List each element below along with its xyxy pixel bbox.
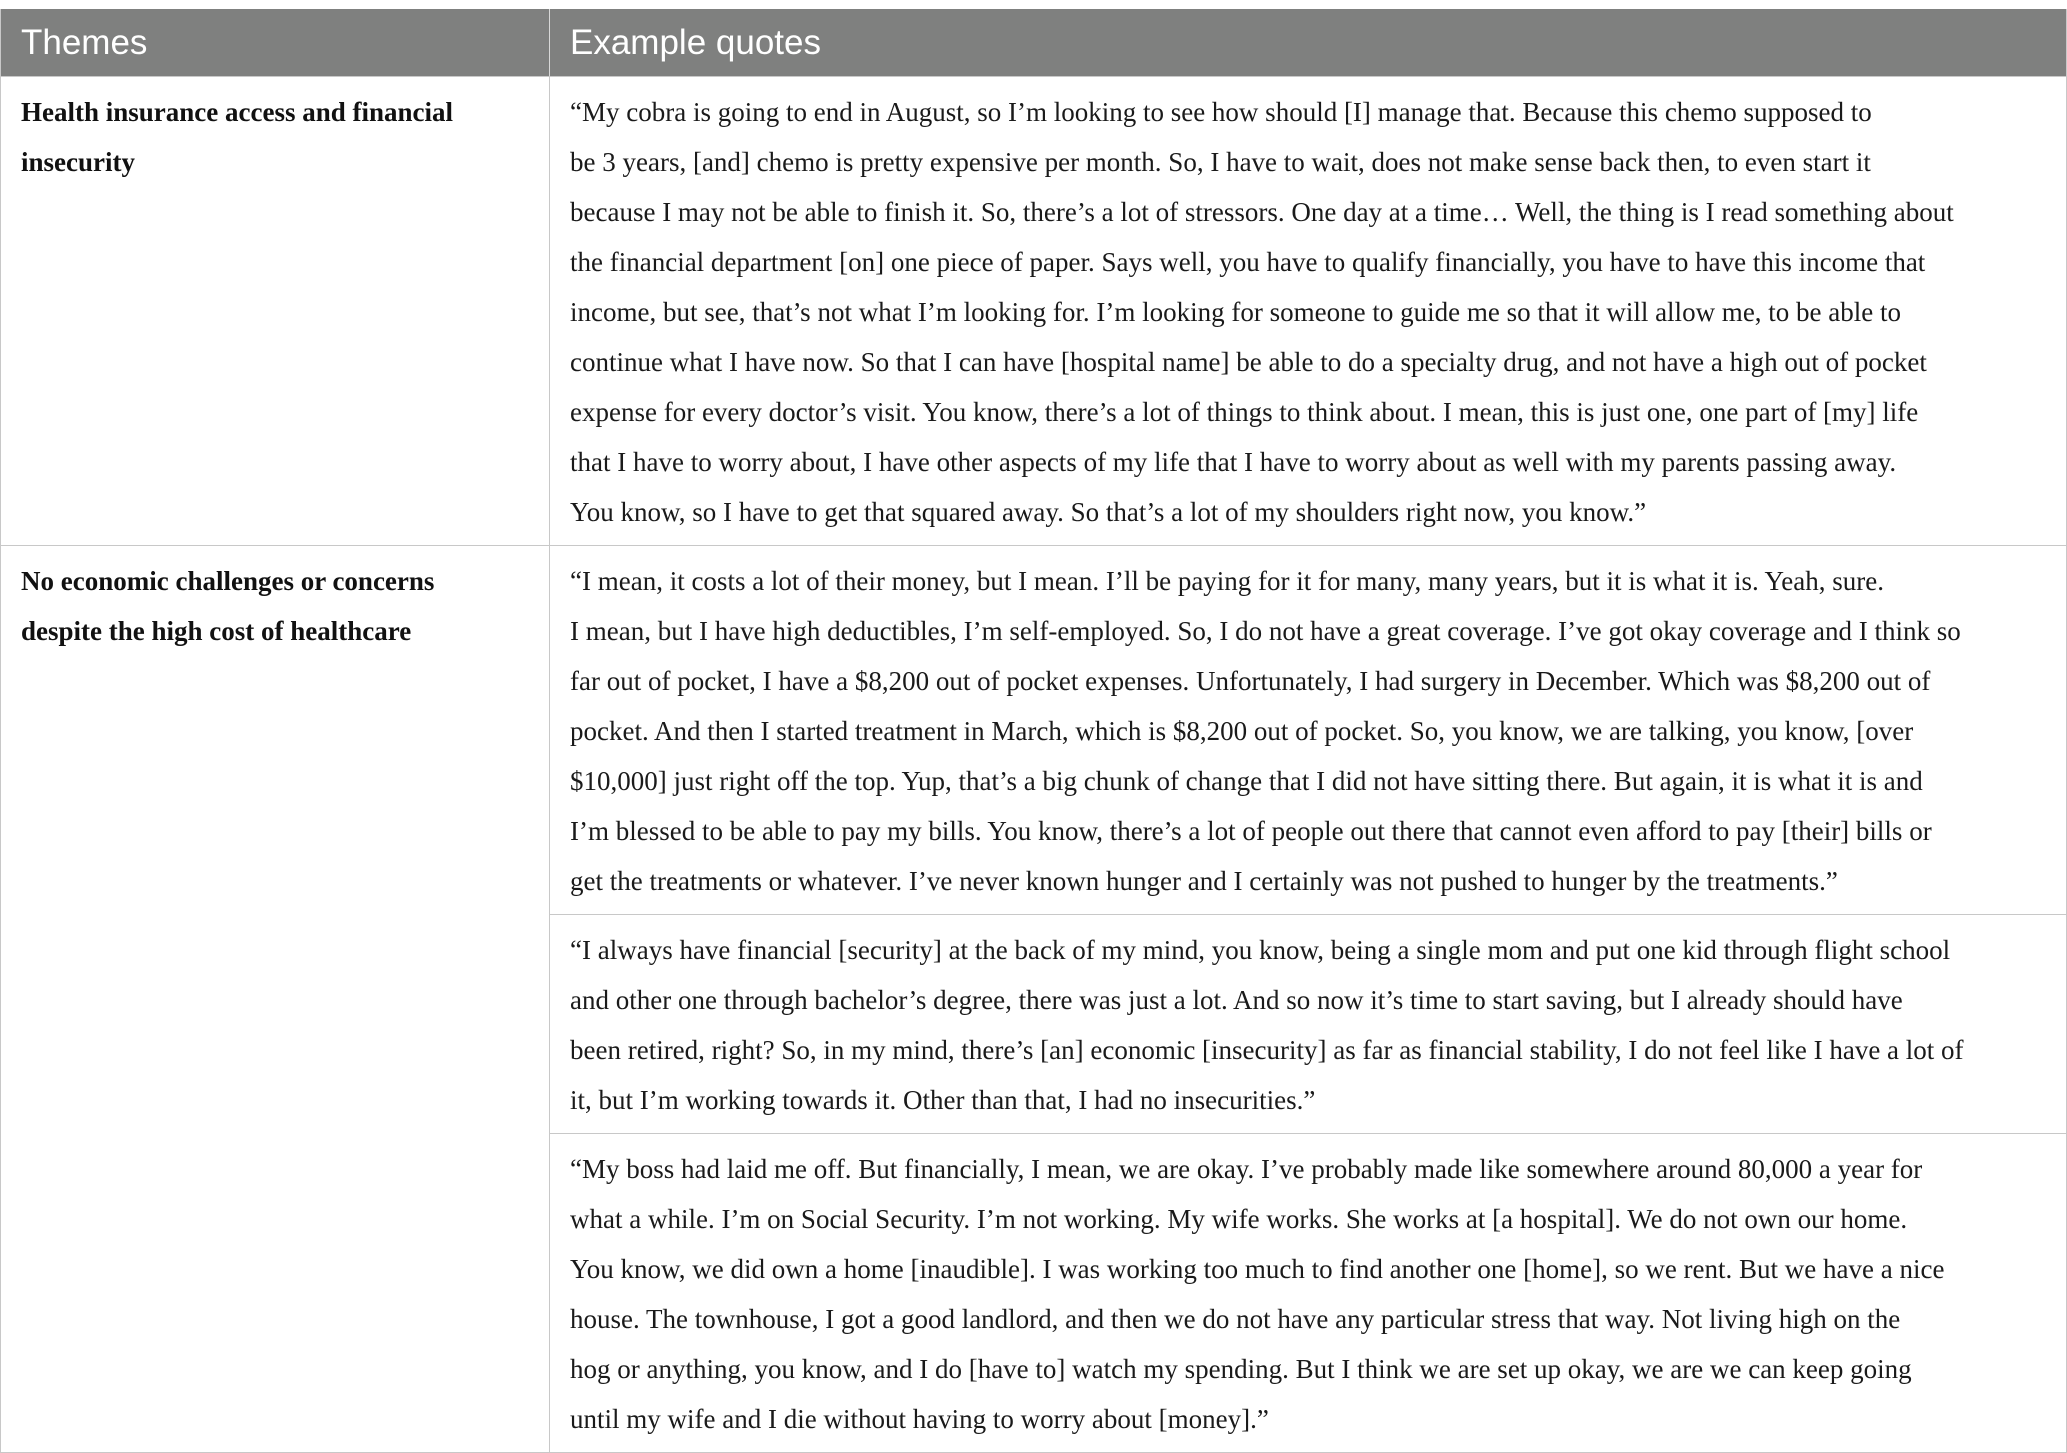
quote-line: and other one through bachelor’s degree, there was just a lot. And so now it’s time to start saving, but I already should have [570, 985, 1903, 1015]
quote-line: “My boss had laid me off. But financially, I mean, we are okay. I’ve probably made like somewhere around 80,000 a year for [570, 1154, 1923, 1184]
quote-line: pocket. And then I started treatment in March, which is $8,200 out of pocket. So, you know, we are talking, you know, [over [570, 716, 1914, 746]
table-row [1, 76, 2066, 545]
theme-line: No economic challenges or concerns [21, 566, 435, 596]
header-example-quotes: Example quotes [570, 23, 821, 62]
table-row [1, 545, 2066, 1452]
quote-line: You know, so I have to get that squared away. So that’s a lot of my shoulders right now, you know.” [570, 497, 1647, 527]
theme-line: despite the high cost of healthcare [21, 616, 412, 646]
quote-line: expense for every doctor’s visit. You know, there’s a lot of things to think about. I mean, this is just one, one part of [my] life [570, 397, 1919, 427]
theme-line: Health insurance access and financial [21, 97, 454, 127]
quote-line: far out of pocket, I have a $8,200 out of pocket expenses. Unfortunately, I had surgery in December. Which was $8,200 out of [570, 666, 1931, 696]
quote-line: hog or anything, you know, and I do [have to] watch my spending. But I think we are set up okay, we are we can keep going [570, 1354, 1912, 1384]
quote-line: continue what I have now. So that I can have [hospital name] be able to do a specialty drug, and not have a high out of pocket [570, 347, 1927, 377]
quote-line: been retired, right? So, in my mind, there’s [an] economic [insecurity] as far as financial stability, I do not feel like I have a lot of [570, 1035, 1964, 1065]
quote-block [550, 1133, 2066, 1452]
quote-line: it, but I’m working towards it. Other than that, I had no insecurities.” [570, 1085, 1316, 1115]
quote-line: get the treatments or whatever. I’ve never known hunger and I certainly was not pushed to hunger by the treatments.” [570, 866, 1838, 896]
quotes-cell [550, 77, 2066, 545]
quote-block [550, 914, 2066, 1133]
quote-block [550, 546, 2066, 914]
quote-line: that I have to worry about, I have other aspects of my life that I have to worry about as well with my parents passing away. [570, 447, 1897, 477]
quotes-cell [550, 546, 2066, 1452]
quote-line: income, but see, that’s not what I’m looking for. I’m looking for someone to guide me so that it will allow me, to be able to [570, 297, 1902, 327]
quote-line: what a while. I’m on Social Security. I’m not working. My wife works. She works at [a hospital]. We do not own our home. [570, 1204, 1908, 1234]
quote-line: $10,000] just right off the top. Yup, that’s a big chunk of change that I did not have sitting there. But again, it is what it is and [570, 766, 1923, 796]
themes-quotes-table [0, 9, 2067, 1453]
quote-line: I’m blessed to be able to pay my bills. You know, there’s a lot of people out there that cannot even afford to pay [their] bills or [570, 816, 1932, 846]
quote-line: be 3 years, [and] chemo is pretty expensive per month. So, I have to wait, does not make sense back then, to even start it [570, 147, 1871, 177]
quote-line: You know, we did own a home [inaudible]. I was working too much to find another one [home], so we rent. But we have a nice [570, 1254, 1945, 1284]
quote-line: I mean, but I have high deductibles, I’m self-employed. So, I do not have a great coverage. I’ve got okay coverage and I think so [570, 616, 1961, 646]
theme-cell [1, 77, 550, 545]
quote-line: “I mean, it costs a lot of their money, but I mean. I’ll be paying for it for many, many years, but it is what it is. Yeah, sure. [570, 566, 1884, 596]
quote-line: until my wife and I die without having to worry about [money].” [570, 1404, 1269, 1434]
quote-line: because I may not be able to finish it. So, there’s a lot of stressors. One day at a time… Well, the thing is I read something about [570, 197, 1954, 227]
theme-cell [1, 546, 550, 1452]
quote-line: the financial department [on] one piece of paper. Says well, you have to qualify financially, you have to have this income that [570, 247, 1926, 277]
quote-line: “My cobra is going to end in August, so I’m looking to see how should [I] manage that. Because this chemo supposed to [570, 97, 1872, 127]
table-header [1, 9, 2066, 76]
quote-block [550, 77, 2066, 545]
theme-line: insecurity [21, 147, 135, 177]
header-themes: Themes [1, 9, 550, 76]
quote-line: “I always have financial [security] at the back of my mind, you know, being a single mom and put one kid through flight school [570, 935, 1951, 965]
quote-line: house. The townhouse, I got a good landlord, and then we do not have any particular stress that way. Not living high on the [570, 1304, 1901, 1334]
